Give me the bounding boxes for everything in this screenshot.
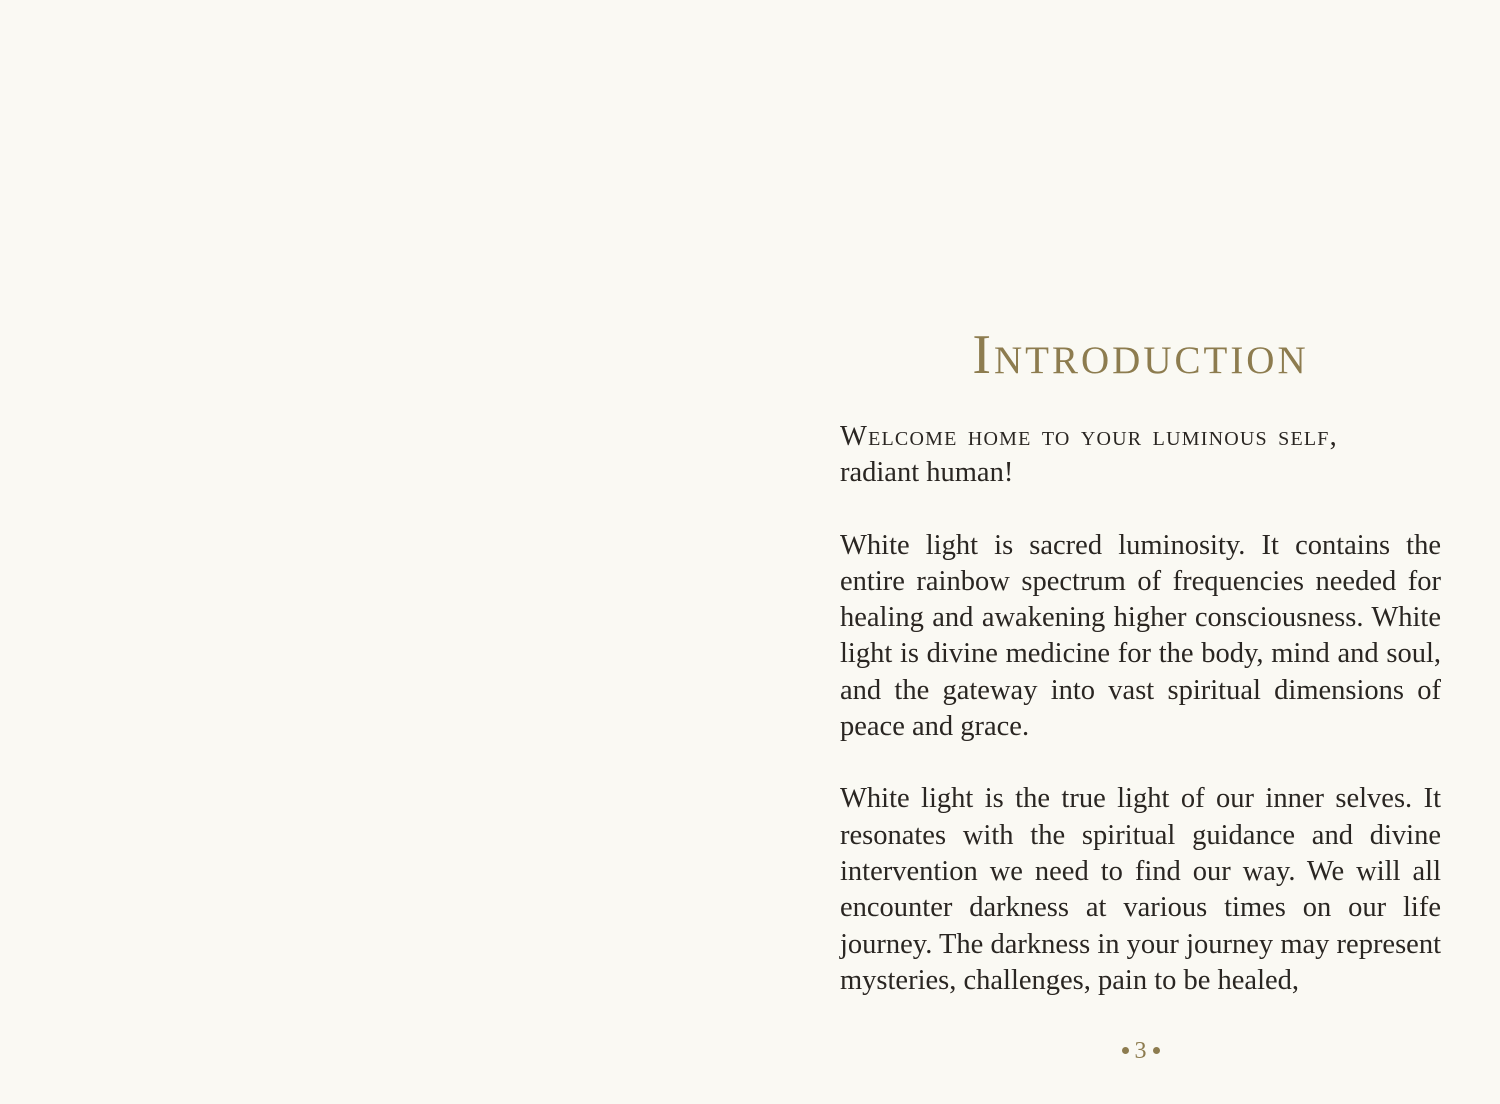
lead-rest: radiant human!: [840, 457, 1014, 489]
bullet-dot-icon: [1153, 1047, 1160, 1054]
paragraph-3: White light is the true light of our inner selves. It resonates with the spiritual guidance and divine intervention we need to find our way. We will all encounter darkness at various times on our life journey. The darkness in your journey may represent mysteries, challenges, pain to be healed,: [840, 783, 1441, 996]
lead-small-caps: Welcome home to your luminous self,: [840, 421, 1338, 452]
page-number: [840, 1036, 1441, 1066]
paragraph-2: White light is sacred luminosity. It contains the entire rainbow spectrum of frequencies needed for healing and awakening higher consciousness. White light is divine medicine for the body, mind and soul, and the gateway into vast spiritual dimensions of peace and grace.: [840, 529, 1441, 743]
page-number-value: 3: [1134, 1038, 1147, 1064]
body-text: [840, 419, 1441, 1035]
paragraph-lead: [840, 419, 1441, 492]
bullet-dot-icon: [1122, 1047, 1129, 1054]
chapter-title: Introduction: [972, 324, 1309, 386]
right-page: [840, 0, 1441, 1104]
